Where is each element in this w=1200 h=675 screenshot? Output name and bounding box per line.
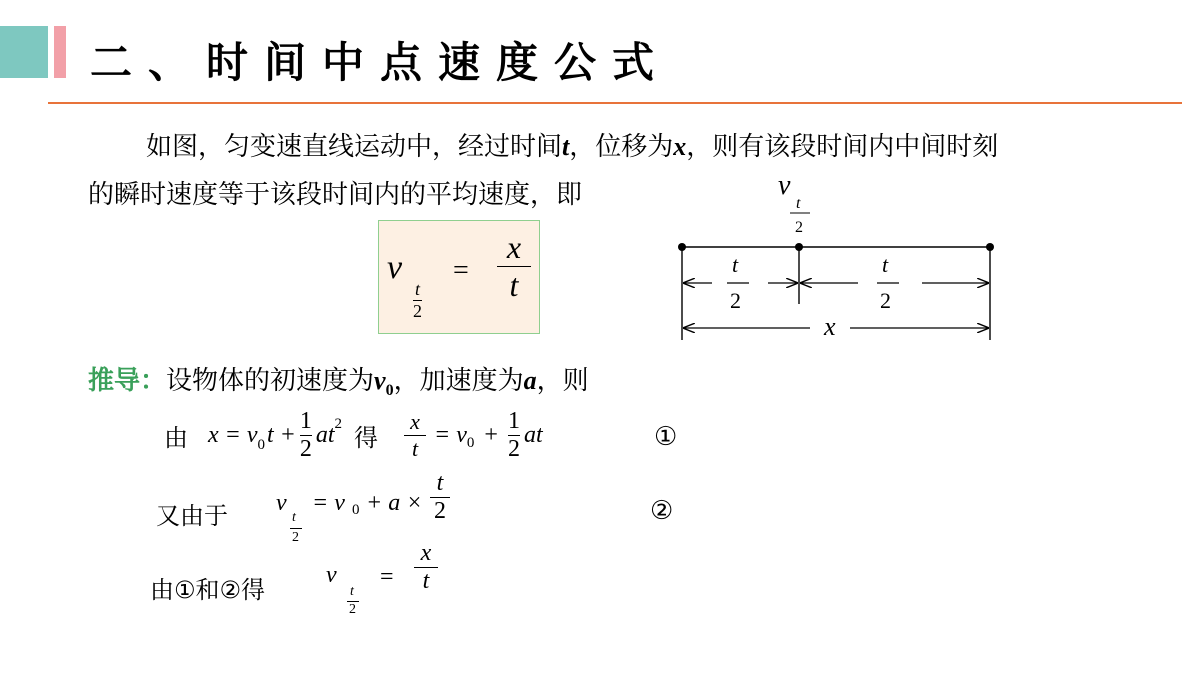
derivation-a: a [523, 366, 537, 395]
diagram-x-label: x [824, 312, 836, 341]
step2-rhs: = v [312, 490, 345, 516]
intro-text-c: ，则有该段时间内中间时刻 [686, 132, 999, 162]
derivation-intro [88, 360, 589, 400]
step1-half-den: 2 [299, 435, 312, 462]
diagram-left-den: 2 [730, 288, 741, 313]
step1-ratio [404, 409, 426, 462]
page-title: 二、时间中点速度公式 [90, 38, 671, 87]
step1-sup: 2 [334, 416, 343, 432]
derivation-text-a: 设物体的初速度为 [166, 366, 375, 396]
step1-r-plus: + [484, 421, 498, 448]
step1-half-num: 1 [299, 407, 312, 434]
step2-frac-num: t [436, 470, 444, 496]
step1-r-half [508, 408, 520, 463]
header-accent-teal [0, 26, 48, 78]
marker-1: ① [654, 422, 678, 452]
step3-prefix: 由①和②得 [150, 576, 266, 604]
intro-line-1 [146, 134, 998, 160]
formula-subscript-fraction [413, 279, 422, 322]
step1-lhs-t: t + [267, 421, 296, 448]
step2-sub-den: 2 [292, 530, 299, 545]
step1-r-sub: 0 [466, 435, 475, 451]
diagram-left-num: t [732, 252, 739, 277]
diagram-right-num: t [882, 252, 889, 277]
derivation-text-b: ，加速度为 [393, 366, 524, 396]
diagram-top-v: v [778, 170, 791, 201]
step-1 [164, 400, 543, 470]
step1-r-half-den: 2 [507, 435, 520, 462]
formula-den: t [509, 267, 519, 303]
step2-sub-num: t [292, 510, 296, 525]
step1-r-at: at [523, 421, 543, 448]
step1-ratio-den: t [411, 435, 419, 461]
formula-v: v [387, 249, 403, 286]
step1-prefix: 由 [164, 423, 188, 452]
diagram-top-sub-num: t [796, 195, 801, 212]
step3-sub-num: t [350, 584, 354, 599]
header-rule [48, 102, 1182, 104]
formula-equals: = [453, 255, 469, 286]
diagram-top-sub-den: 2 [795, 219, 803, 236]
formula-fraction [497, 229, 531, 304]
step3-sub-den: 2 [349, 602, 356, 617]
step2-sub-bar [290, 528, 302, 529]
derivation-v0: v [374, 366, 386, 395]
step1-at: at [315, 421, 335, 448]
intro-var-x: x [673, 132, 687, 161]
derivation-v0-sub: 0 [385, 382, 394, 400]
motion-diagram [670, 170, 1010, 350]
step1-ratio-num: x [410, 408, 420, 434]
intro-text-b: ，位移为 [569, 132, 674, 162]
marker-2: ② [650, 496, 674, 526]
step3-den: t [422, 568, 430, 594]
step1-r-half-num: 1 [507, 407, 520, 434]
step1-half-fraction [300, 408, 312, 463]
step1-lhs: x = v [208, 421, 258, 448]
diagram-right-den: 2 [880, 288, 891, 313]
step2-prefix: 又由于 [156, 502, 228, 530]
intro-var-t: t [562, 132, 570, 161]
step2-fraction [430, 470, 450, 525]
step3-v: v [326, 562, 337, 588]
formula-num: x [506, 229, 522, 265]
step3-num: x [420, 540, 432, 566]
formula-box [378, 220, 540, 334]
formula-sub-den: 2 [413, 301, 422, 321]
step1-lhs-sub: 0 [257, 437, 265, 453]
step1-r-eq: = v [434, 421, 467, 448]
intro-line-2: 的瞬时速度等于该段时间内的平均速度，即 [88, 180, 583, 210]
intro-text-a: 如图，匀变速直线运动中，经过时间 [146, 132, 563, 162]
derivation-text-c: ，则 [536, 366, 589, 396]
step2-frac-den: 2 [434, 498, 446, 524]
step3-fraction [414, 540, 438, 595]
step2-rhs-b: + a × [366, 490, 423, 516]
step2-v: v [276, 490, 287, 516]
step3-equals: = [380, 564, 394, 590]
formula-sub-num: t [414, 279, 420, 299]
derivation-label: 推导： [88, 366, 167, 396]
step1-mid: 得 [354, 423, 379, 452]
step2-rhs-sub: 0 [352, 502, 360, 518]
header-accent-pink [54, 26, 66, 78]
